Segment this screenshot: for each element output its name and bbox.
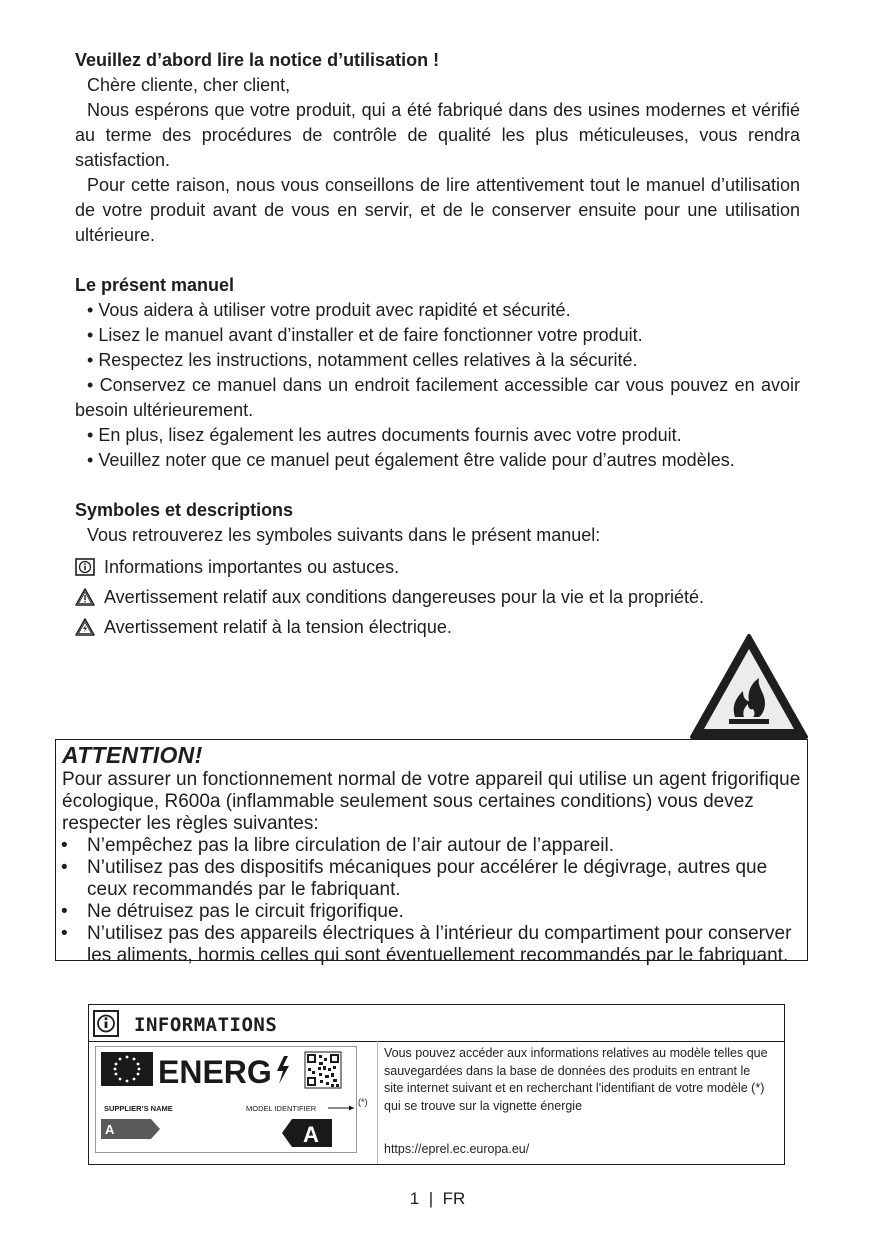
attention-title: ATTENTION! xyxy=(62,742,203,768)
attention-bullet: • N’utilisez pas des dispositifs mécaniques pour accélérer le dégivrage, autres que ceux recommandés par le fabriquant. xyxy=(61,857,768,900)
flammable-warning-icon xyxy=(689,633,809,741)
energy-label xyxy=(95,1046,357,1153)
energy-word: ENERG xyxy=(158,1054,272,1090)
manual-bullet: • Conservez ce manuel dans un endroit facilement accessible car vous pouvez en avoir besoin ultérieurement. xyxy=(75,375,800,420)
page-number: 1 xyxy=(409,1189,420,1208)
informations-divider xyxy=(377,1041,378,1164)
qr-code-icon xyxy=(305,1052,341,1088)
symbol-row-info xyxy=(75,555,399,579)
language-code: FR xyxy=(442,1189,466,1208)
eprel-link[interactable]: https://eprel.ec.europa.eu/ xyxy=(384,1142,530,1156)
class-label-small: A xyxy=(105,1122,115,1137)
intro-section xyxy=(75,48,800,248)
class-label-large: A xyxy=(303,1122,319,1147)
symbol-row-warning xyxy=(75,585,704,609)
manual-bullet: • Vous aidera à utiliser votre produit avec rapidité et sécurité. xyxy=(87,300,571,320)
bullet-dot: • xyxy=(61,901,68,922)
page-footer xyxy=(0,1189,875,1209)
symbols-section xyxy=(75,498,800,548)
model-marker: (*) xyxy=(358,1097,368,1107)
manual-bullet: • Veuillez noter que ce manuel peut également être valide pour d’autres modèles. xyxy=(87,450,735,470)
attention-list xyxy=(56,835,807,967)
manual-section xyxy=(75,273,800,473)
manual-bullet: • Lisez le manuel avant d’installer et de faire fonctionner votre produit. xyxy=(87,325,643,345)
attention-bullet: • Ne détruisez pas le circuit frigorifique. xyxy=(61,901,404,922)
salutation: Chère cliente, cher client, xyxy=(87,75,291,95)
attention-intro: Pour assurer un fonctionnement normal de votre appareil qui utilise un agent frigorifique écologique, R600a (inflammable seulement sous certaines conditions) vous devez respecter les règles suivantes: xyxy=(62,769,801,834)
symbol-row-electric xyxy=(75,615,452,639)
manual-heading: Le présent manuel xyxy=(75,275,235,295)
footer-separator: | xyxy=(428,1189,434,1208)
attention-bullet: • N’empêchez pas la libre circulation de l’air autour de l’appareil. xyxy=(61,835,614,856)
attention-box xyxy=(55,739,808,966)
supplier-name: SUPPLIER’S NAME xyxy=(104,1104,173,1113)
model-identifier: MODEL IDENTIFIER xyxy=(246,1104,317,1113)
intro-heading: Veuillez d’abord lire la notice d’utilisation ! xyxy=(75,50,440,70)
intro-paragraph-1: Nous espérons que votre produit, qui a été fabriqué dans des usines modernes et vérifié au terme des procédures de contrôle de qualité les plus méticuleuses, vous rendra satisfaction. xyxy=(75,100,800,170)
info-icon xyxy=(75,558,95,576)
symbol-text: Avertissement relatif à la tension électrique. xyxy=(104,617,452,637)
symbol-text: Avertissement relatif aux conditions dangereuses pour la vie et la propriété. xyxy=(104,587,705,607)
manual-bullet: • Respectez les instructions, notamment celles relatives à la sécurité. xyxy=(87,350,638,370)
informations-header xyxy=(89,1005,784,1042)
attention-bullet: • N’utilisez pas des appareils électriques à l’intérieur du compartiment pour conserver les aliments, hormis celles qui sont éventuellement recommandés par le fabriquant. xyxy=(61,923,792,966)
symbol-text: Informations importantes ou astuces. xyxy=(104,557,400,577)
warning-triangle-icon xyxy=(75,588,95,606)
electric-warning-icon xyxy=(75,618,95,636)
intro-paragraph-2: Pour cette raison, nous vous conseillons de lire attentivement tout le manuel d’utilisation de votre produit avant de vous en servir, et de le conserver ensuite pour une utilisation ultérieure. xyxy=(75,175,800,245)
symbols-heading: Symboles et descriptions xyxy=(75,500,294,520)
bullet-dot: • xyxy=(61,835,68,856)
informations-title: INFORMATIONS xyxy=(134,1014,278,1036)
bullet-dot: • xyxy=(61,923,68,944)
informations-box xyxy=(88,1004,785,1165)
symbols-intro: Vous retrouverez les symboles suivants dans le présent manuel: xyxy=(87,525,601,545)
info-icon xyxy=(93,1010,119,1037)
bullet-dot: • xyxy=(61,857,68,878)
manual-bullet: • En plus, lisez également les autres documents fournis avec votre produit. xyxy=(87,425,682,445)
informations-text: Vous pouvez accéder aux informations relatives au modèle telles que sauvegardées dans la base de données des produits en entrant le site internet suivant et en recherchant l'identifiant de votre modèle (*) qui se trouve sur la vignette énergie xyxy=(384,1046,768,1113)
